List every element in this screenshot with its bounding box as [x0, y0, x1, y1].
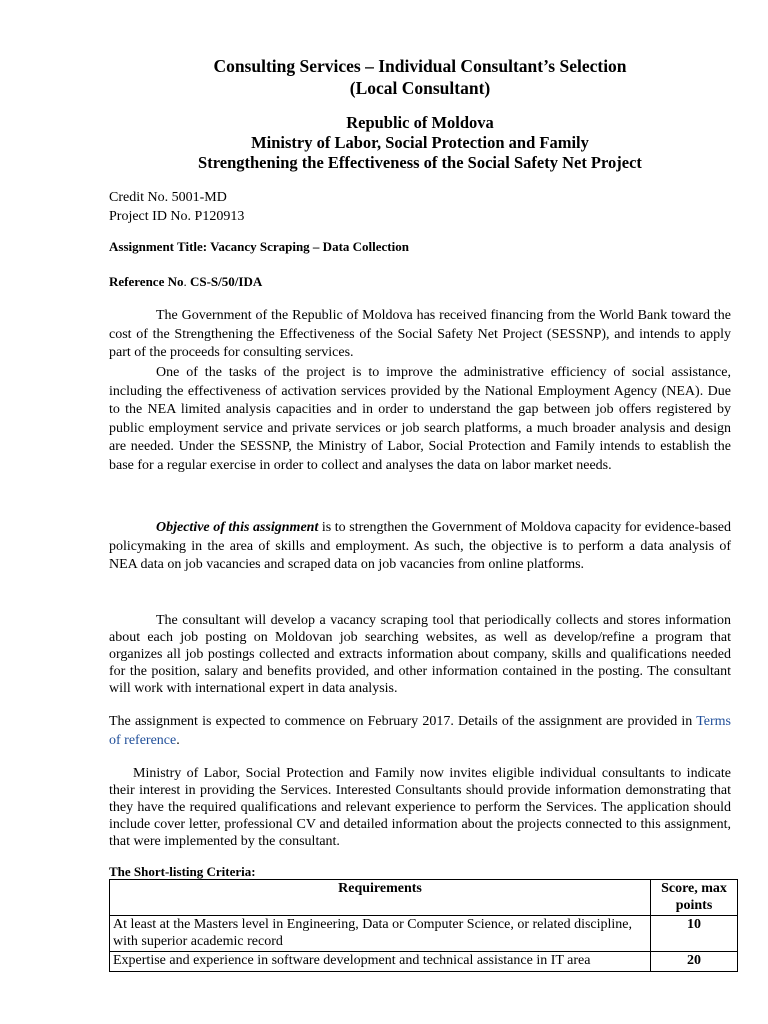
title-line-2: (Local Consultant) — [349, 78, 491, 98]
ids-block — [109, 189, 731, 226]
reference-value: CS-S/50/IDA — [189, 274, 263, 289]
table-row — [110, 952, 738, 972]
commence-text: The assignment is expected to commence on February 2017. Details of the assignment are provided in — [109, 714, 697, 729]
score-cell: 10 — [651, 916, 738, 952]
project-id: Project ID No. P120913 — [109, 208, 245, 224]
paragraph-objective — [109, 519, 731, 575]
criteria-table — [109, 879, 738, 972]
requirement-cell: Expertise and experience in software development and technical assistance in IT area — [110, 952, 651, 972]
paragraph-tasks: One of the tasks of the project is to improve the administrative efficiency of social assistance, including the effectiveness of activation services provided by the National Employment Agency (NEA). Due to the NEA limited analysis capacities and in order to understand the gap between job offers registered by public employment service and private services or job search platforms, a much broader analysis and design are needed. Under the SESSNP, the Ministry of Labor, Social Protection and Family intends to establish the base for a regular exercise in order to collect and analyses the data on labor market needs. — [109, 365, 731, 473]
reference-label: Reference No — [109, 274, 184, 289]
commence-end: . — [176, 732, 180, 748]
objective-lead: Objective of this assignment — [156, 520, 319, 535]
score-cell: 20 — [651, 952, 738, 972]
table-row — [110, 916, 738, 952]
reference-dot: . — [183, 274, 190, 289]
country-name: Republic of Moldova — [346, 113, 494, 132]
table-header-row — [110, 880, 738, 916]
paragraph-financing: The Government of the Republic of Moldova has received financing from the World Bank toward the cost of the Strengthening the Effectiveness of the Social Safety Net Project (SESSNP), and intends to apply part of the proceeds for consulting services. — [109, 308, 731, 360]
reference-number — [109, 273, 731, 292]
project-name: Strengthening the Effectiveness of the Social Safety Net Project — [198, 153, 642, 172]
document-title — [109, 55, 731, 99]
terms-of-reference-link[interactable]: Terms of reference — [109, 714, 731, 748]
col-score: Score, max points — [651, 880, 738, 916]
objective-text: is to strengthen the Government of Moldova capacity for evidence-based policymaking in the area of skills and employment. As such, the objective is to perform a data analysis of NEA data on job vacancies and scraped data on job vacancies from online platforms. — [109, 520, 731, 572]
col-requirements: Requirements — [110, 880, 651, 916]
title-line-1: Consulting Services – Individual Consultant’s Selection — [213, 56, 627, 76]
ministry-name: Ministry of Labor, Social Protection and Family — [251, 133, 589, 152]
project-header — [109, 113, 731, 173]
paragraph-consultant-work: The consultant will develop a vacancy scraping tool that periodically collects and stores information about each job posting on Moldovan job searching websites, as well as develop/refine a program that organizes all job postings collected and extracts information about company, skills and qualifications needed for the position, salary and benefits provided, and other information contained in the posting. The consultant will work with international expert in data analysis. — [109, 613, 731, 696]
assignment-title: Assignment Title: Vacancy Scraping – Data Collection — [109, 239, 409, 254]
credit-number: Credit No. 5001-MD — [109, 190, 227, 205]
paragraph-commence — [109, 713, 731, 750]
criteria-heading: The Short-listing Criteria: — [109, 864, 256, 879]
requirement-cell: At least at the Masters level in Engineering, Data or Computer Science, or related discipline, with superior academic record — [110, 916, 651, 952]
paragraph-invitation: Ministry of Labor, Social Protection and Family now invites eligible individual consultants to indicate their interest in providing the Services. Interested Consultants should provide information demonstrating that they have the required qualifications and relevant experience to perform the Services. The application should include cover letter, professional CV and detailed information about the projects connected to this assignment, that were implemented by the consultant. — [109, 766, 731, 849]
